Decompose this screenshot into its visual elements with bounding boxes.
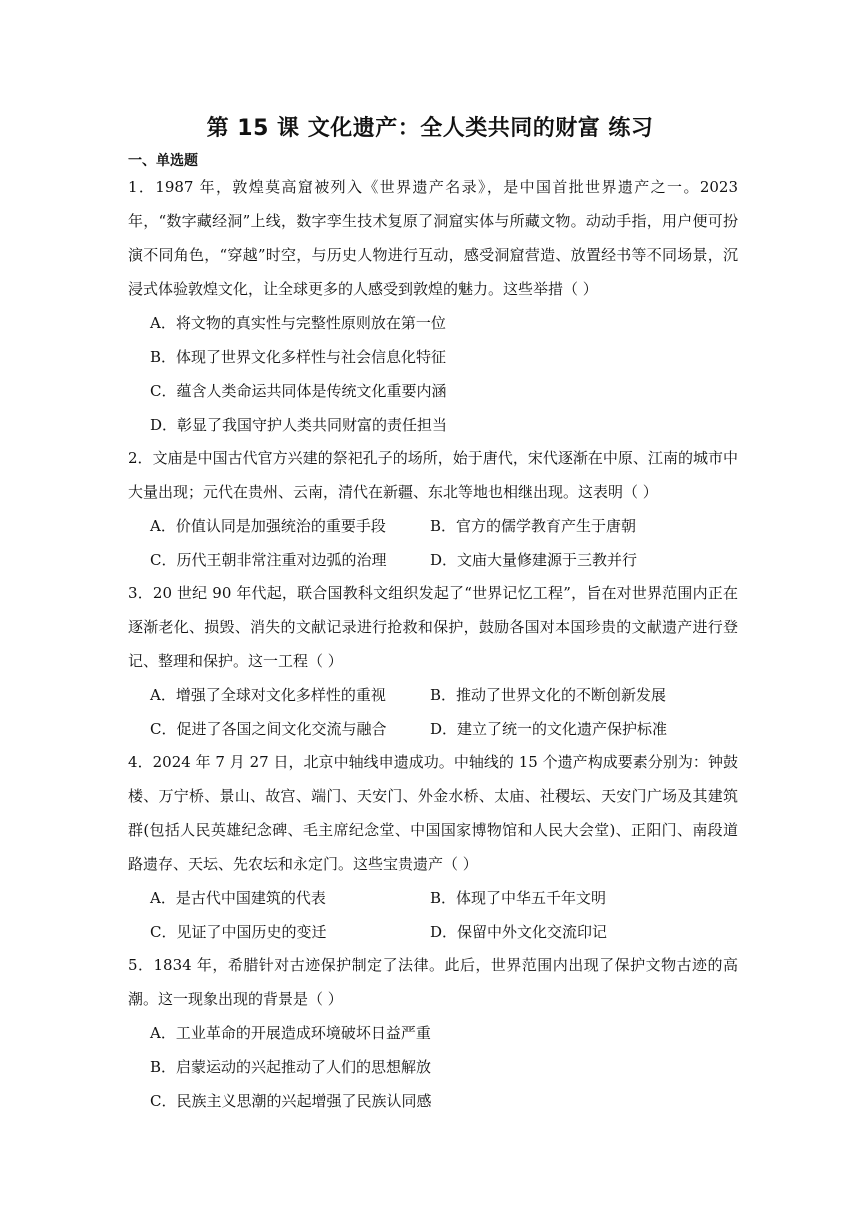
option-a[interactable]: A．价值认同是加强统治的重要手段 [150,517,386,535]
option-d[interactable]: D．保留中外文化交流印记 [430,923,608,941]
option-a[interactable]: A．工业革命的开展造成环境破坏日益严重 [150,1024,431,1042]
option-d[interactable]: D．文庙大量修建源于三教并行 [430,551,638,569]
question-1 [128,170,738,442]
option-b[interactable]: B．推动了世界文化的不断创新发展 [430,686,667,704]
page-title: 第 15 课 文化遗产：全人类共同的财富 练习 [206,116,654,141]
option-b[interactable]: B．体现了世界文化多样性与社会信息化特征 [150,348,447,366]
option-d[interactable]: D．彰显了我国守护人类共同财富的责任担当 [150,416,448,434]
question-stem: 5．1834 年，希腊针对古迹保护制定了法律。此后，世界范围内出现了保护文物古迹的高潮。这一现象出现的背景是（ ） [128,956,738,1008]
option-a[interactable]: A．增强了全球对文化多样性的重视 [150,686,386,704]
option-b[interactable]: B．官方的儒学教育产生于唐朝 [430,517,637,535]
option-c[interactable]: C．见证了中国历史的变迁 [150,923,327,941]
option-list [150,509,738,577]
question-stem: 4．2024 年 7 月 27 日，北京中轴线申遗成功。中轴线的 15 个遗产构成要素分别为：钟鼓楼、万宁桥、景山、故宫、端门、天安门、外金水桥、太庙、社稷坛、天安门广场及其建筑群(包括人民英雄纪念碑、毛主席纪念堂、中国国家博物馆和人民大会堂)、正阳门、南段道路遗存、天坛、先农坛和永定门。这些宝贵遗产（ ） [128,753,738,873]
question-2 [128,441,738,577]
option-c[interactable]: C．蕴含人类命运共同体是传统文化重要内涵 [150,382,447,400]
question-5 [128,948,738,1118]
option-b[interactable]: B．启蒙运动的兴起推动了人们的思想解放 [150,1058,432,1076]
option-c[interactable]: C．历代王朝非常注重对边弧的治理 [150,551,387,569]
section-heading: 一、单选题 [128,153,198,169]
option-b[interactable]: B．体现了中华五千年文明 [430,889,607,907]
option-d[interactable]: D．建立了统一的文化遗产保护标准 [430,720,668,738]
option-c[interactable]: C．民族主义思潮的兴起增强了民族认同感 [150,1092,432,1110]
question-stem: 2．文庙是中国古代官方兴建的祭祀孔子的场所，始于唐代，宋代逐渐在中原、江南的城市中大量出现；元代在贵州、云南，清代在新疆、东北等地也相继出现。这表明（ ） [128,449,738,501]
question-3 [128,576,738,746]
question-stem: 3．20 世纪 90 年代起，联合国教科文组织发起了“世界记忆工程”，旨在对世界范围内正在逐渐老化、损毁、消失的文献记录进行抢救和保护，鼓励各国对本国珍贵的文献遗产进行登记、整理和保护。这一工程（ ） [128,584,738,670]
option-list [150,881,738,949]
option-list [150,1016,738,1118]
option-a[interactable]: A．是古代中国建筑的代表 [150,889,326,907]
option-a[interactable]: A．将文物的真实性与完整性原则放在第一位 [150,314,446,332]
question-4 [128,745,738,949]
option-list [150,678,738,746]
question-stem: 1．1987 年，敦煌莫高窟被列入《世界遗产名录》，是中国首批世界遗产之一。2023 年，“数字藏经洞”上线，数字孪生技术复原了洞窟实体与所藏文物。动动手指，用户便可扮演不同角色，“穿越”时空，与历史人物进行互动，感受洞窟营造、放置经书等不同场景，沉浸式体验敦煌文化，让全球更多的人感受到敦煌的魅力。这些举措（ ） [128,178,738,298]
option-c[interactable]: C．促进了各国之间文化交流与融合 [150,720,387,738]
option-list [150,306,738,442]
